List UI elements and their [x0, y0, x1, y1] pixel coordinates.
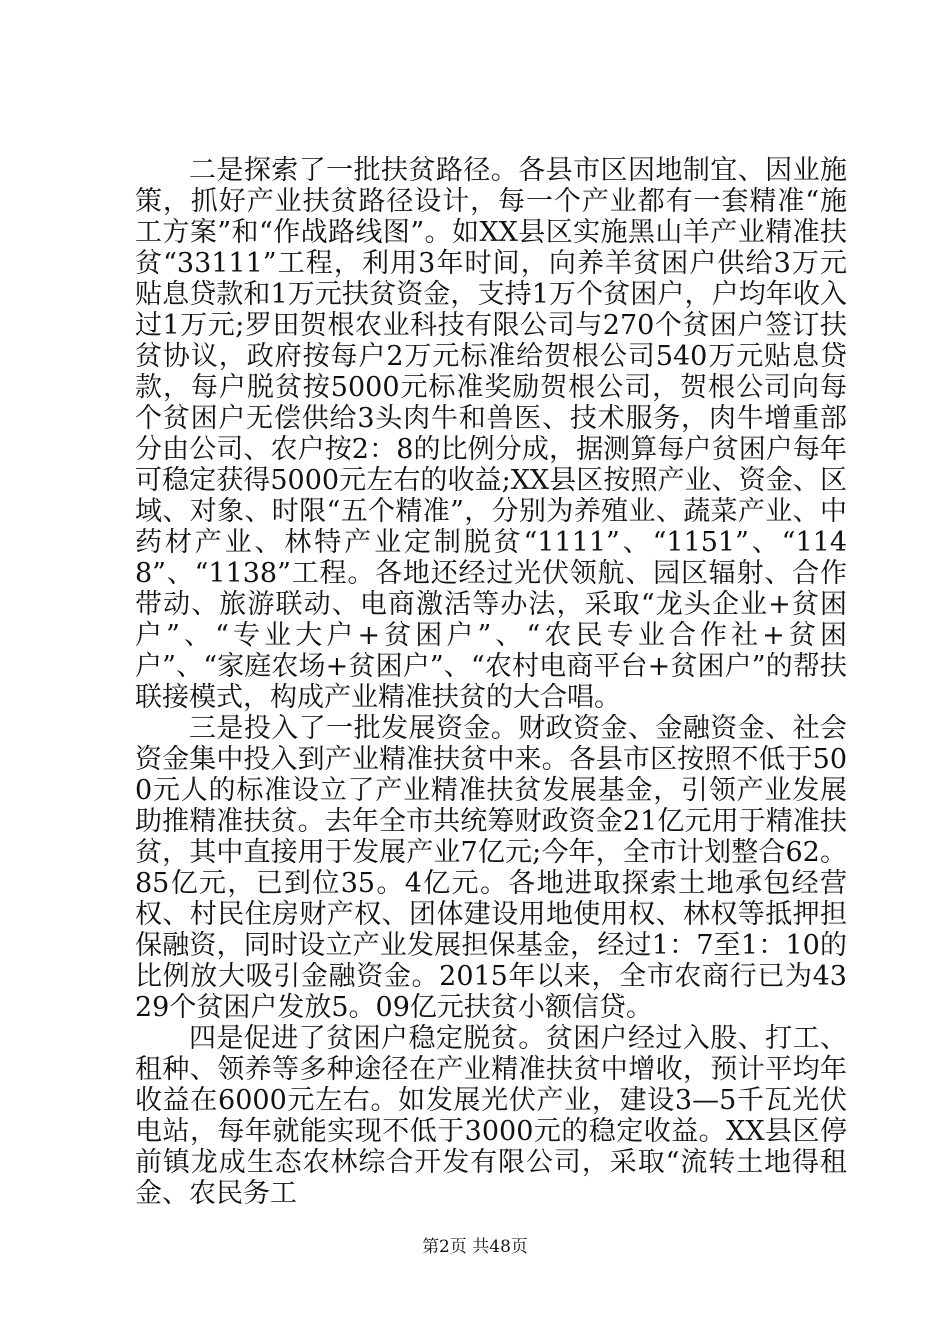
paragraph-3: 四是促进了贫困户稳定脱贫。贫困户经过入股、打工、租种、领养等多种途径在产业精准扶贫中增收，预计平均年收益在6000元左右。如发展光伏产业，建设3—5千瓦光伏电站，每年就能实现不低于3000元的稳定收益。XX县区停前镇龙成生态农林综合开发有限公司，采取“流转土地得租金、农民务工 [135, 1023, 847, 1209]
document-body [135, 155, 847, 1209]
paragraph-1: 二是探索了一批扶贫路径。各县市区因地制宜、因业施策，抓好产业扶贫路径设计，每一个产业都有一套精准“施工方案”和“作战路线图”。如XX县区实施黑山羊产业精准扶贫“33111”工程，利用3年时间，向养羊贫困户供给3万元贴息贷款和1万元扶贫资金，支持1万个贫困户，户均年收入过1万元;罗田贺根农业科技有限公司与270个贫困户签订扶贫协议，政府按每户2万元标准给贺根公司540万元贴息贷款，每户脱贫按5000元标准奖励贺根公司，贺根公司向每个贫困户无偿供给3头肉牛和兽医、技术服务，肉牛增重部分由公司、农户按2：8的比例分成，据测算每户贫困户每年可稳定获得5000元左右的收益;XX县区按照产业、资金、区域、对象、时限“五个精准”，分别为养殖业、蔬菜产业、中药材产业、林特产业定制脱贫“1111”、“1151”、“1148”、“1138”工程。各地还经过光伏领航、园区辐射、合作带动、旅游联动、电商激活等办法，采取“龙头企业+贫困户”、“专业大户+贫困户”、“农民专业合作社+贫困户”、“家庭农场+贫困户”、“农村电商平台+贫困户”的帮扶联接模式，构成产业精准扶贫的大合唱。 [135, 155, 847, 713]
paragraph-2: 三是投入了一批发展资金。财政资金、金融资金、社会资金集中投入到产业精准扶贫中来。各县市区按照不低于500元人的标准设立了产业精准扶贫发展基金，引领产业发展助推精准扶贫。去年全市共统筹财政资金21亿元用于精准扶贫，其中直接用于发展产业7亿元;今年，全市计划整合62。85亿元，已到位35。4亿元。各地进取探索土地承包经营权、村民住房财产权、团体建设用地使用权、林权等抵押担保融资，同时设立产业发展担保基金，经过1：7至1：10的比例放大吸引金融资金。2015年以来，全市农商行已为4329个贫困户发放5。09亿元扶贫小额信贷。 [135, 713, 847, 1023]
page-footer: 第2页 共48页 [422, 1237, 528, 1257]
